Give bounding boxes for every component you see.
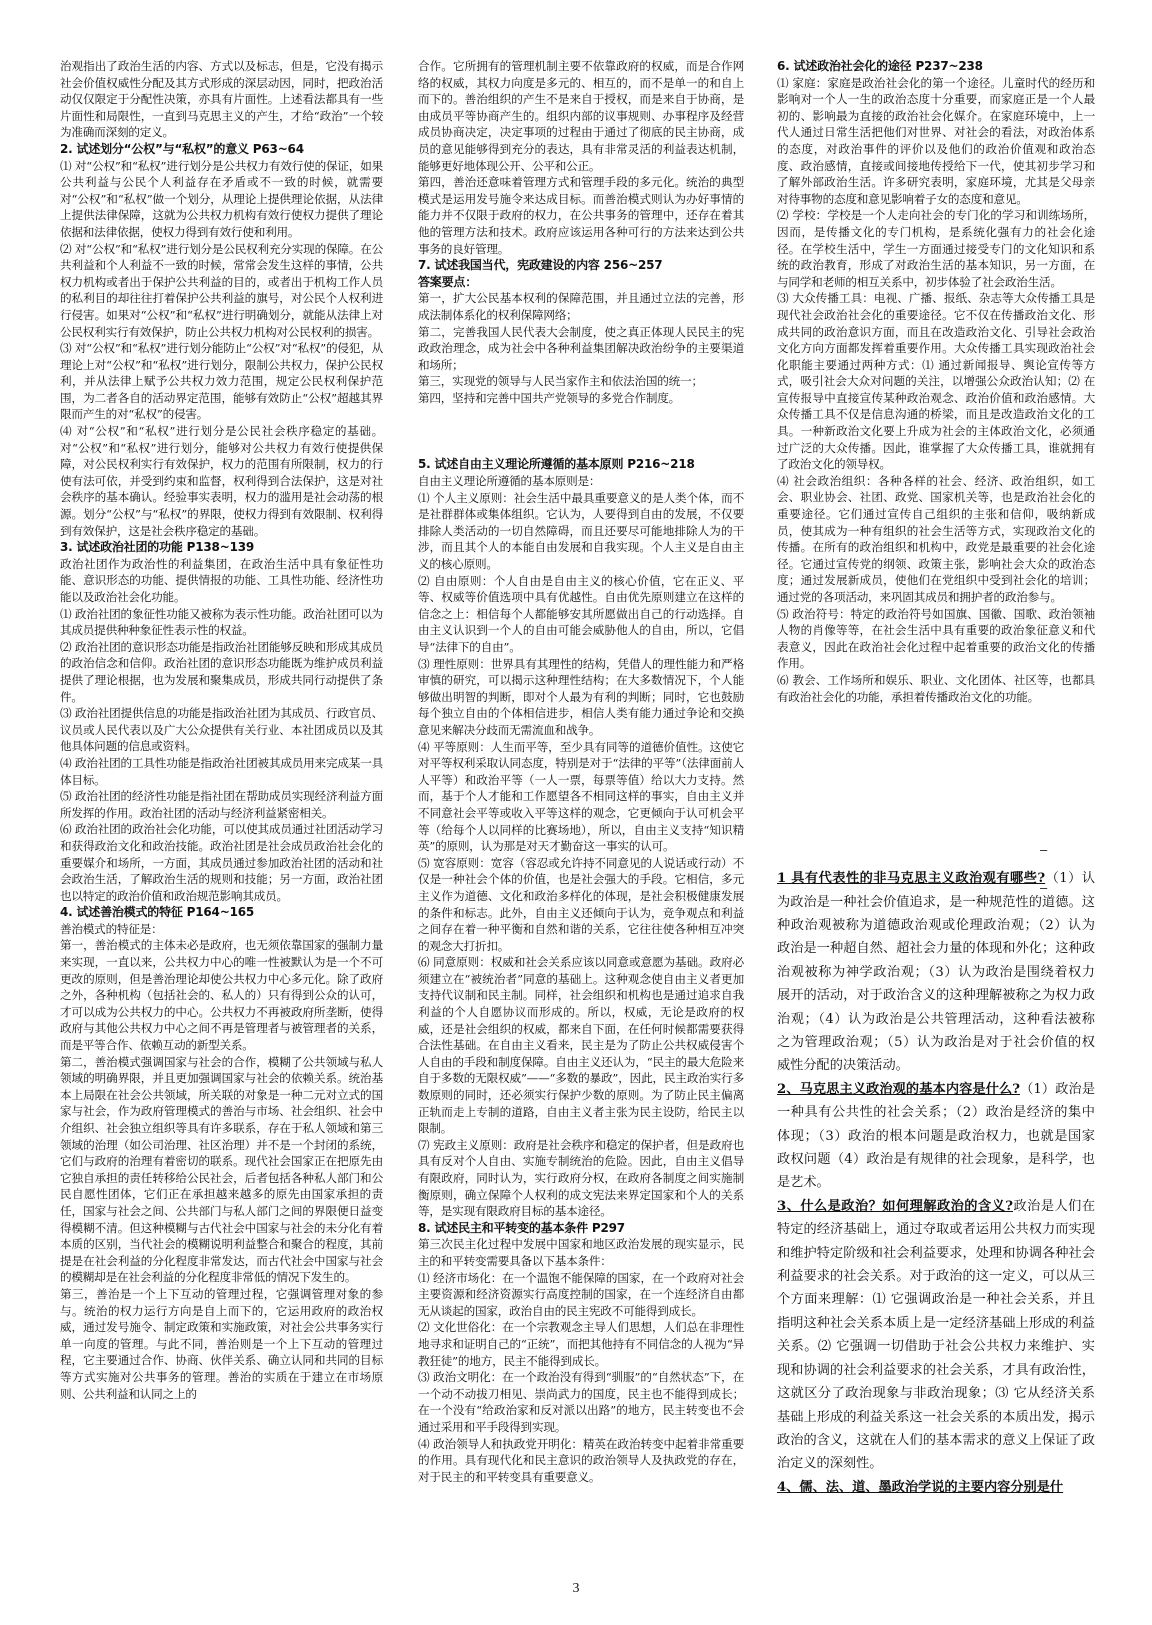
section-heading: 答案要点： — [418, 274, 478, 289]
paragraph: ⑷ 平等原则：人生而平等，至少具有同等的道德价值性。这使它对平等权利采取认同态度，特别是对于“法律的平等”（法律面前人人平等）和政治平等（一人一票，每票等值）给以大力支持。然而，基于个人才能和工作愿望各不相同这样的事实，自由主义并不同意社会平等或收入平等这样的观念，它更倾向于认可机会平等（给每个人以同样的比赛场地），所以，自由主义支持“知识精英”的原则，认为那是对天才勤奋这一事实的认可。 — [418, 739, 744, 854]
paragraph: ⑴ 政治社团的象征性功能又被称为表示性功能。政治社团可以为其成员提供种种象征性表示性的权益。 — [60, 606, 383, 638]
paragraph: ⑶ 大众传播工具：电视、广播、报纸、杂志等大众传播工具是现代社会政治社会化的重要途径。它不仅在传播政治文化、形成共同的政治意识方面，而且在改造政治文化、引导社会政治文化方向方面都发挥着重要作用。大众传播工具实现政治社会化职能主要通过两种方式：⑴ 通过新闻报导、舆论宣传等方式，吸引社会大众对问题的关注，以增强公众政治认知；⑵ 在宣传报导中直接宣传某种政治观念、政治价值和政治感情。大众传播工具不仅是信息沟通的桥梁，而且是改造政治文化的工具。一种新政治文化要上升成为社会的主体政治文化，必须通过广泛的大众传播。因此，谁掌握了大众传播工具，谁就拥有了政治文化的领导权。 — [777, 291, 1095, 472]
paragraph: 第三次民主化过程中发展中国家和地区政治发展的现实显示，民主的和平转变需要具备以下基本条件： — [418, 1237, 744, 1268]
paragraph: ⑴ 经济市场化：在一个温饱不能保障的国家，在一个政府对社会主要资源和经济资源实行高度控制的国家，在一个连经济自由都无从谈起的国家，政治自由的民主宪政不可能得到成长。 — [418, 1270, 744, 1318]
question-heading: 4、儒、法、道、墨政治学说的主要内容分别是什 — [777, 1479, 1064, 1495]
paragraph: ⑷ 政治领导人和执政党开明化：精英在政治转变中起着非常重要的作用。具有现代化和民主意识的政治领导人及执政党的存在，对于民主的和平转变具有重要意义。 — [418, 1436, 744, 1484]
paragraph: ⑹ 教会、工作场所和娱乐、职业、文化团体、社区等，也都具有政治社会化的功能，承担着传播政治文化的功能。 — [777, 672, 1095, 704]
paragraph: ⑵ 对“公权”和“私权”进行划分是公民权利充分实现的保障。在公共利益和个人利益不一致的时候，常常会发生这样的事情，公共权力机构或者出于保护公共利益的目的，或者出于机构工作人员的私利目的却往往打着保护公共利益的旗号，对公民个人权利进行侵害。如果对“公权”和“私权”进行明确划分，就能从法律上对公民权利实行有效保护，防止公共权力机构对公民权利的损害。 — [60, 241, 383, 339]
paragraph: 第四，坚持和完善中国共产党领导的多党合作制度。 — [418, 390, 681, 405]
paragraph: 第一，扩大公民基本权利的保障范围，并且通过立法的完善，形成法制体系化的权利保障网络； — [418, 291, 744, 322]
paragraph: 合作。它所拥有的管理机制主要不依靠政府的权威，而是合作网络的权威，其权力向度是多元的、相互的，而不是单一的和自上而下的。善治组织的产生不是来自于授权，而是来自于协商，是由成员平等协商产生的。组织内部的议事规则、办事程序及经营成员协商决定，决定事项的过程由于通过了彻底的民主协商，成员的意见能够得到充分的表达，具有非常灵活的利益表达机制，能够更好地体现公开、公平和公正。 — [418, 59, 744, 173]
paragraph: 第三，善治是一个上下互动的管理过程，它强调管理对象的参与。统治的权力运行方向是自上而下的，它运用政府的政治权威，通过发号施令、制定政策和实施政策，对社会公共事务实行单一向度的管理。与此不同，善治则是一个上下互动的管理过程，它主要通过合作、协商、伙伴关系、确立认同和共同的目标等方式实施对公共事务的管理。善治的实质在于建立在市场原则、公共利益和认同之上的 — [60, 1286, 383, 1401]
paragraph: ⑸ 政治符号：特定的政治符号如国旗、国徽、国歌、政治领袖人物的肖像等等，在社会生活中具有重要的政治象征意义和代表意义，因此在政治社会化过程中起着重要的政治文化的传播作用。 — [777, 606, 1095, 671]
column-right — [777, 58, 1095, 1590]
question-heading: 1 具有代表性的非马克思主义政治观有哪些? — [777, 871, 1046, 887]
paragraph: 第二，完善我国人民代表大会制度，使之真正体现人民民主的宪政政治理念，成为社会中各种利益集团解决政治纷争的主要渠道和场所； — [418, 324, 744, 372]
paragraph: ⑵ 文化世俗化：在一个宗教观念主导人们思想，人们总在非理性地寻求和证明自己的“正统”，而把其他持有不同信念的人视为“异教狂徒”的地方，民主不能得到成长。 — [418, 1320, 744, 1368]
paragraph: ⑷ 社会政治组织：各种各样的社会、经济、政治组织，如工会、职业协会、社团、政党、国家机关等，也是政治社会化的重要途径。它们通过宣传自己组织的主张和信仰，吸纳新成员，使其成为一种有组织的社会生活等方式，实现政治文化的传播。在所有的政治组织和机构中，政党是最重要的社会化途径。它通过宣传党的纲领、政策主张，影响社会大众的政治态度；通过发展新成员，使他们在党组织中受到社会化的培训；通过党的各项活动，来巩固其成员和拥护者的政治参与。 — [777, 473, 1095, 604]
paragraph: ⑶ 理性原则：世界具有其理性的结构，凭借人的理性能力和严格审慎的研究，可以揭示这种理性结构；在大多数情况下，个人能够做出明智的判断，即对个人最为有利的判断；同时，它也鼓励每个独立自由的个体相信进步，相信人类有能力通过争论和交换意见来解决分歧而无需流血和战争。 — [418, 656, 744, 737]
paragraph: ⑸ 政治社团的经济性功能是指社团在帮助成员实现经济利益方面所发挥的作用。政治社团的活动与经济利益紧密相关。 — [60, 789, 383, 820]
column-middle — [418, 58, 744, 1590]
paragraph: 第二，善治模式强调国家与社会的合作，模糊了公共领域与私人领域的明确界限，并且更加强调国家与社会的依赖关系。统治基本上局限在社会公共领域，所关联的对象是一种二元对立式的国家与社会，作为政府管理模式的善治与市场、社会组织、社会中介组织、社会独立组织等具有许多联系，存在于私人领域和第三领域的治理（如公司治理、社区治理）并不是一个封闭的系统，它们与政府的治理有着密切的联系。现代社会国家正在把原先由它独自承担的责任转移给公民社会，后者包括各种私人部门和公民自愿性团体，它们正在承担越来越多的原先由国家承担的责任，国家与社会之间、公共部门与私人部门之间的界限便日益变得模糊不清。但这种模糊与古代社会中国家与社会的未分化有着本质的区别，当代社会的模糊说明利益整合和聚合的程度，其前提是在社会利益的分化程度非常发达，而古代社会中国家与社会的模糊却是在社会利益的分化程度非常低的情况下发生的。 — [60, 1054, 383, 1285]
paragraph: ⑴ 个人主义原则：社会生活中最具重要意义的是人类个体，而不是社群群体或集体组织。它认为，人要得到自由的发展，不仅要排除人类活动的一切自然障碍，而且还要尽可能地排除人为的干涉，而且其个人的本能自由发展和自我实现。个人主义是自由主义的核心原则。 — [418, 490, 744, 572]
section-heading: 8. 试述民主和平转变的基本条件 P297 — [418, 1220, 625, 1235]
answer-text: 政治是人们在特定的经济基础上，通过夺取或者运用公共权力而实现和维护特定阶级和社会利益要求，处理和协调各种社会利益要求的社会关系。对于政治的这一定义，可以从三个方面来理解：⑴ 它强调政治是一种社会关系，并且指明这种社会关系本质上是一定经济基础上形成的利益关系。⑵ 它强调一切借助于社会公共权力来维护、实现和协调的社会利益要求的社会关系，才具有政治性，这就区分了政治现象与非政治现象；⑶ 它从经济关系基础上形成的利益关系这一社会关系的本质出发，揭示政治的含义，这就在人们的基本需求的意义上保证了政治定义的深刻性。 — [777, 1198, 1095, 1472]
paragraph: ⑴ 家庭：家庭是政治社会化的第一个途径。儿童时代的经历和影响对一个人一生的政治态度十分重要，而家庭正是一个人最初的、影响最为直接的政治社会化媒介。在家庭环境中，上一代人通过日常生活把他们对世界、对社会的看法，对政治体系的态度，对政治事件的评价以及他们的政治价值观和政治态度、政治感情，直接或间接地传授给下一代，使其初步学习和了解外部政治生活。许多研究表明，家庭环境，尤其是父母亲对待事物的态度和意见影响着子女的态度和意见。 — [777, 75, 1095, 206]
paragraph: ⑸ 宽容原则：宽容（容忍或允许持不同意见的人说话或行动）不仅是一种社会个体的价值，也是社会强大的手段。它相信，多元主义作为道德、文化和政治多样化的体现，是社会积极健康发展的条件和标志。此外，自由主义还倾向于认为，竞争观点和利益之间存在着一种平衡和自然和谐的关系，它往往使各种相互冲突的观念大打折扣。 — [418, 855, 744, 953]
column-right-top — [777, 58, 1095, 705]
paragraph: ⑴ 对“公权”和“私权”进行划分是公共权力有效行使的保证，如果公共利益与公民个人利益存在矛盾或不一致的时候，就需要对“公权”和“私权”做一个划分，从理论上提供理论依据，从法律上提供法律保障，这就为公共权力机构有效行使权力提供了理论依据和法律依据，使权力得到有效行使和利用。 — [60, 158, 383, 239]
paragraph: 政治社团作为政治性的利益集团，在政治生活中具有象征性功能、意识形态的功能、提供情报的功能、工具性功能、经济性功能以及政治社会化功能。 — [60, 556, 383, 604]
section-heading: 5. 试述自由主义理论所遵循的基本原则 P216~218 — [418, 457, 695, 472]
section-heading: 7. 试述我国当代，宪政建设的内容 256~257 — [418, 258, 663, 273]
qa-paragraph — [777, 1195, 1095, 1476]
paragraph: ⑶ 政治文明化：在一个政治没有得到“驯服”的“自然状态”下，在一个动不动拔刀相见、崇尚武力的国度，民主也不能得到成长；在一个没有“给政治家和反对派以出路”的地方，民主转变也不会通过采用和平手段得到实现。 — [418, 1370, 744, 1434]
question-heading: 2、马克思主义政治观的基本内容是什么? — [777, 1081, 1021, 1097]
paragraph: ⑶ 对“公权”和“私权”进行划分能防止“公权”对“私权”的侵犯，从理论上对“公权”和“私权”进行划分，限制公共权力，保护公民权利，并从法律上赋予公共权力效力范围，规定公民权利保护范围，为二者各自的活动界定范围，能够有效防止“公权”超越其界限而产生的对“私权”的侵害。 — [60, 341, 383, 422]
section-heading: 6. 试述政治社会化的途径 P237~238 — [777, 59, 983, 73]
answer-text: （1）认为政治是一种社会价值追求，是一种规范性的道德。这种政治观被称为道德政治观或伦理政治观；（2）认为政治是一种超自然、超社会力量的体现和外化；这种政治观被称为神学政治观；（3）认为政治是围绕着权力展开的活动，对于政治含义的这种理解被称之为权力政治观；（4）认为政治是公共管理活动，这种看法被称之为管理政治观；（5）认为政治是对于社会价值的权威性分配的决策活动。 — [777, 871, 1095, 1074]
paragraph: ⑵ 政治社团的意识形态功能是指政治社团能够反映和形成其成员的政治信念和信仰。政治社团的意识形态功能既为维护成员利益提供了理论根据，也为发展和聚集成员，形成共同行动提供了条件。 — [60, 639, 383, 704]
column-right-qa — [777, 867, 1095, 1499]
paragraph: ⑷ 政治社团的工具性功能是指政治社团被其成员用来完成某一具体目标。 — [60, 755, 383, 787]
paragraph: ⑷ 对“公权”和“私权”进行划分是公民社会秩序稳定的基础。对“公权”和“私权”进行划分，能够对公共权力有效行使提供保障，对公民权利实行有效保护，权力的范围有所限制，权力的行使有法可依，并受到约束和监督，权利得到合法保护，这是对社会秩序的基本确认。经验事实表明，权力的滥用是社会动荡的根源。划分“公权”与“私权”的界限，使权力得到有效限制、权利得到有效保护，这是社会秩序稳定的基础。 — [60, 424, 383, 538]
paragraph: ⑵ 学校：学校是一个人走向社会的专门化的学习和训练场所，因而，是传播文化的专门机构，是系统化强有力的社会化途径。在学校生活中，学生一方面通过接受专门的文化知识和系统的政治教育，形成了对政治生活的基本知识，另一方面，在与同学和老师的相互关系中，初步体验了社会政治生活。 — [777, 208, 1095, 289]
section-heading: 2. 试述划分“公权”与“私权”的意义 P63~64 — [60, 141, 304, 156]
section-heading: 3. 试述政治社团的功能 P138~139 — [60, 540, 255, 555]
paragraph: 第三，实现党的领导与人民当家作主和依法治国的统一； — [418, 374, 703, 389]
paragraph: 善治模式的特征是： — [60, 921, 163, 936]
question-heading: 3、什么是政治？如何理解政治的含义? — [777, 1198, 1014, 1214]
paragraph: 第四，善治还意味着管理方式和管理手段的多元化。统治的典型模式是运用发号施令来达成目标。而善治模式则认为办好事情的能力并不仅限于政府的权力，在公共事务的管理中，还存在着其他的管理方法和技术。政府应该运用各种可行的方法来达到公共事务的良好管理。 — [418, 175, 744, 256]
paragraph: ⑹ 政治社团的政治社会化功能，可以使其成员通过社团活动学习和获得政治文化和政治技能。政治社团是社会成员政治社会化的重要媒介和场所，一方面，其成员通过参加政治社团的活动和社会政治生活，了解政治生活的规则和技能；另一方面，政治社团也以特定的政治价值和政治规范影响其成员。 — [60, 822, 383, 903]
paragraph: 治观指出了政治生活的内容、方式以及标志，但是，它没有揭示社会价值权威性分配及其方式形成的深层动因，同时，把政治活动仅仅限定于分配性决策，亦具有片面性。上述看法都具有一些片面性和局限性，一直到马克思主义的产生，才给“政治”一个较为准确而深刻的定义。 — [60, 59, 383, 140]
section-heading: 4. 试述善治模式的特征 P164~165 — [60, 905, 255, 920]
qa-paragraph — [777, 867, 1095, 1078]
column-left — [60, 58, 383, 1590]
page-number: 3 — [572, 1581, 580, 1596]
qa-paragraph — [777, 1078, 1095, 1195]
paragraph: ⑶ 政治社团提供信息的功能是指政治社团为其成员、行政官员、议员或人民代表以及广大公众提供有关行业、本社团成员以及其他具体问题的信息或资料。 — [60, 706, 383, 754]
qa-paragraph — [777, 1476, 1095, 1499]
answer-text: （1）政治是一种具有公共性的社会关系；（2）政治是经济的集中体现；（3）政治的根本问题是政治权力，也就是国家政权问题（4）政治是有规律的社会现象，是科学，也是艺术。 — [777, 1081, 1095, 1191]
paragraph: 第一，善治模式的主体未必是政府，也无须依靠国家的强制力量来实现，一直以来，公共权力中心的唯一性被默认为是一个不可更改的原则，但是善治理论却使公共权力中心多元化。除了政府之外，各种机构（包括社会的、私人的）只有得到公众的认可，才可以成为公共权力的中心。公共权力不再被政府所垄断，使得政府与其他公共权力中心之间不再是管理者与被管理者的关系，而是平等合作、依赖互动的新型关系。 — [60, 938, 383, 1053]
column-right-spacer — [777, 705, 1095, 867]
paragraph: 自由主义理论所遵循的基本原则是： — [418, 474, 601, 489]
dash-mark: – — [1040, 880, 1048, 895]
dash-mark: – — [1040, 842, 1048, 857]
paragraph: ⑹ 同意原则：权威和社会关系应该以同意或意愿为基础。政府必须建立在“被统治者”同意的基础上。这种观念使自由主义者更加支持代议制和民主制。同样，社会组织和机构也是通过追求自我利益的个人自愿协议而形成的。所以，权威，无论是政府的权威，还是社会组织的权威，都来自下面，在任何时候都需要获得合法性基础。在自由主义看来，民主是为了防止公共权威侵害个人自由的手段和制度保障。自由主义还认为，“民主的最大危险来自于多数的无限权威”——“多数的暴政”，因此，民主政治实行多数原则的同时，还必须实行保护少数的原则。为了防止民主偏离正轨而走上专制的道路，自由主义者主张为民主设防，给民主以限制。 — [418, 955, 744, 1136]
paragraph: ⑺ 宪政主义原则：政府是社会秩序和稳定的保护者，但是政府也具有反对个人自由、实施专制统治的危险。因此，自由主义倡导有限政府，同时认为，实行政府分权，在政府各制度之间实施制衡原则，确立保障个人权利的成文宪法来界定国家和个人的关系等，是实现有限政府目标的基本途径。 — [418, 1137, 744, 1219]
paragraph-gap — [418, 406, 744, 456]
paragraph: ⑵ 自由原则：个人自由是自由主义的核心价值，它在正义、平等、权威等价值选项中具有优越性。自由优先原则建立在这样的信念之上：相信每个人都能够安其所愿做出自己的行动选择。自由主义认识到一个人的自由可能会威胁他人的自由，所以，它倡导“法律下的自由”。 — [418, 573, 744, 654]
